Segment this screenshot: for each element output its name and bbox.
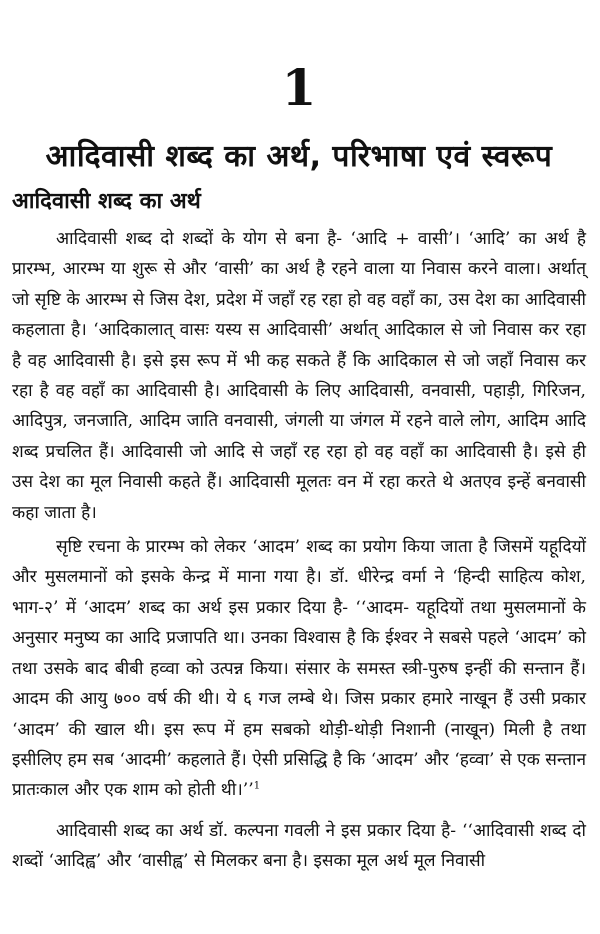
- paragraph-2: [12, 532, 586, 806]
- chapter-title: आदिवासी शब्द का अर्थ, परिभाषा एवं स्वरूप: [45, 139, 553, 174]
- section-heading: आदिवासी शब्द का अर्थ: [12, 189, 201, 214]
- paragraph-1: आदिवासी शब्द दो शब्दों के योग से बना है- ‘आदि + वासी’। ‘आदि’ का अर्थ है प्रारम्भ, आरम्भ या शुरू से और ‘वासी’ का अर्थ है रहने वाला या निवास करने वाला। अर्थात् जो सृष्टि के आरम्भ से जिस देश, प्रदेश में जहाँ रह रहा हो वह वहाँ का, उस देश का आदिवासी कहलाता है। ‘आदिकालात् वासः यस्य स आदिवासी’ अर्थात् आदिकाल से जो निवास कर रहा है वह आदिवासी है। इसे इस रूप में भी कह सकते हैं कि आदिकाल से जो जहाँ निवास कर रहा है वह वहाँ का आदिवासी है। आदिवासी के लिए आदिवासी, वनवासी, पहाड़ी, गिरिजन, आदिपुत्र, जनजाति, आदिम जाति वनवासी, जंगली या जंगल में रहने वाले लोग, आदिम आदि शब्द प्रचलित हैं। आदिवासी जो आदि से जहाँ रह रहा हो वह वहाँ का आदिवासी है। इसे ही उस देश का मूल निवासी कहते हैं। आदिवासी मूलतः वन में रहा करते थे अतएव इन्हें बनवासी कहा जाता है।: [12, 229, 586, 523]
- paragraph-2-text: सृष्टि रचना के प्रारम्भ को लेकर ‘आदम’ शब्द का प्रयोग किया जाता है जिसमें यहूदियों और मुसलमानों को इसके केन्द्र में माना गया है। डॉ. धीरेन्द्र वर्मा ने ‘हिन्दी साहित्य कोश, भाग-२’ में ‘आदम’ शब्द का अर्थ इस प्रकार दिया है- ‘‘आदम- यहूदियों तथा मुसलमानों के अनुसार मनुष्य का आदि प्रजापति था। उनका विश्वास है कि ईश्वर ने सबसे पहले ‘आदम’ को तथा उसके बाद बीबी हव्वा को उत्पन्न किया। संसार के समस्त स्त्री-पुरुष इन्हीं की सन्तान हैं। आदम की आयु ७०० वर्ष की थी। ये ६ गज लम्बे थे। जिस प्रकार हमारे नाखून हैं उसी प्रकार ‘आदम’ की खाल थी। इस रूप में हम सबको थोड़ी-थोड़ी निशानी (नाखून) मिली है तथा इसीलिए हम सब ‘आदमी’ कहलाते हैं। ऐसी प्रसिद्धि है कि ‘आदम’ और ‘हव्वा’ से एक सन्तान प्रातःकाल और एक शाम को होती थी।’’: [12, 537, 586, 801]
- paragraph-3: आदिवासी शब्द का अर्थ डॉ. कल्पना गवली ने इस प्रकार दिया है- ‘‘आदिवासी शब्द दो शब्दों ‘आदिह्व’ और ‘वासीह्व’ से मिलकर बना है। इसका मूल अर्थ मूल निवासी: [12, 820, 586, 872]
- chapter-number: 1: [281, 58, 317, 117]
- footnote-marker: 1: [253, 780, 261, 792]
